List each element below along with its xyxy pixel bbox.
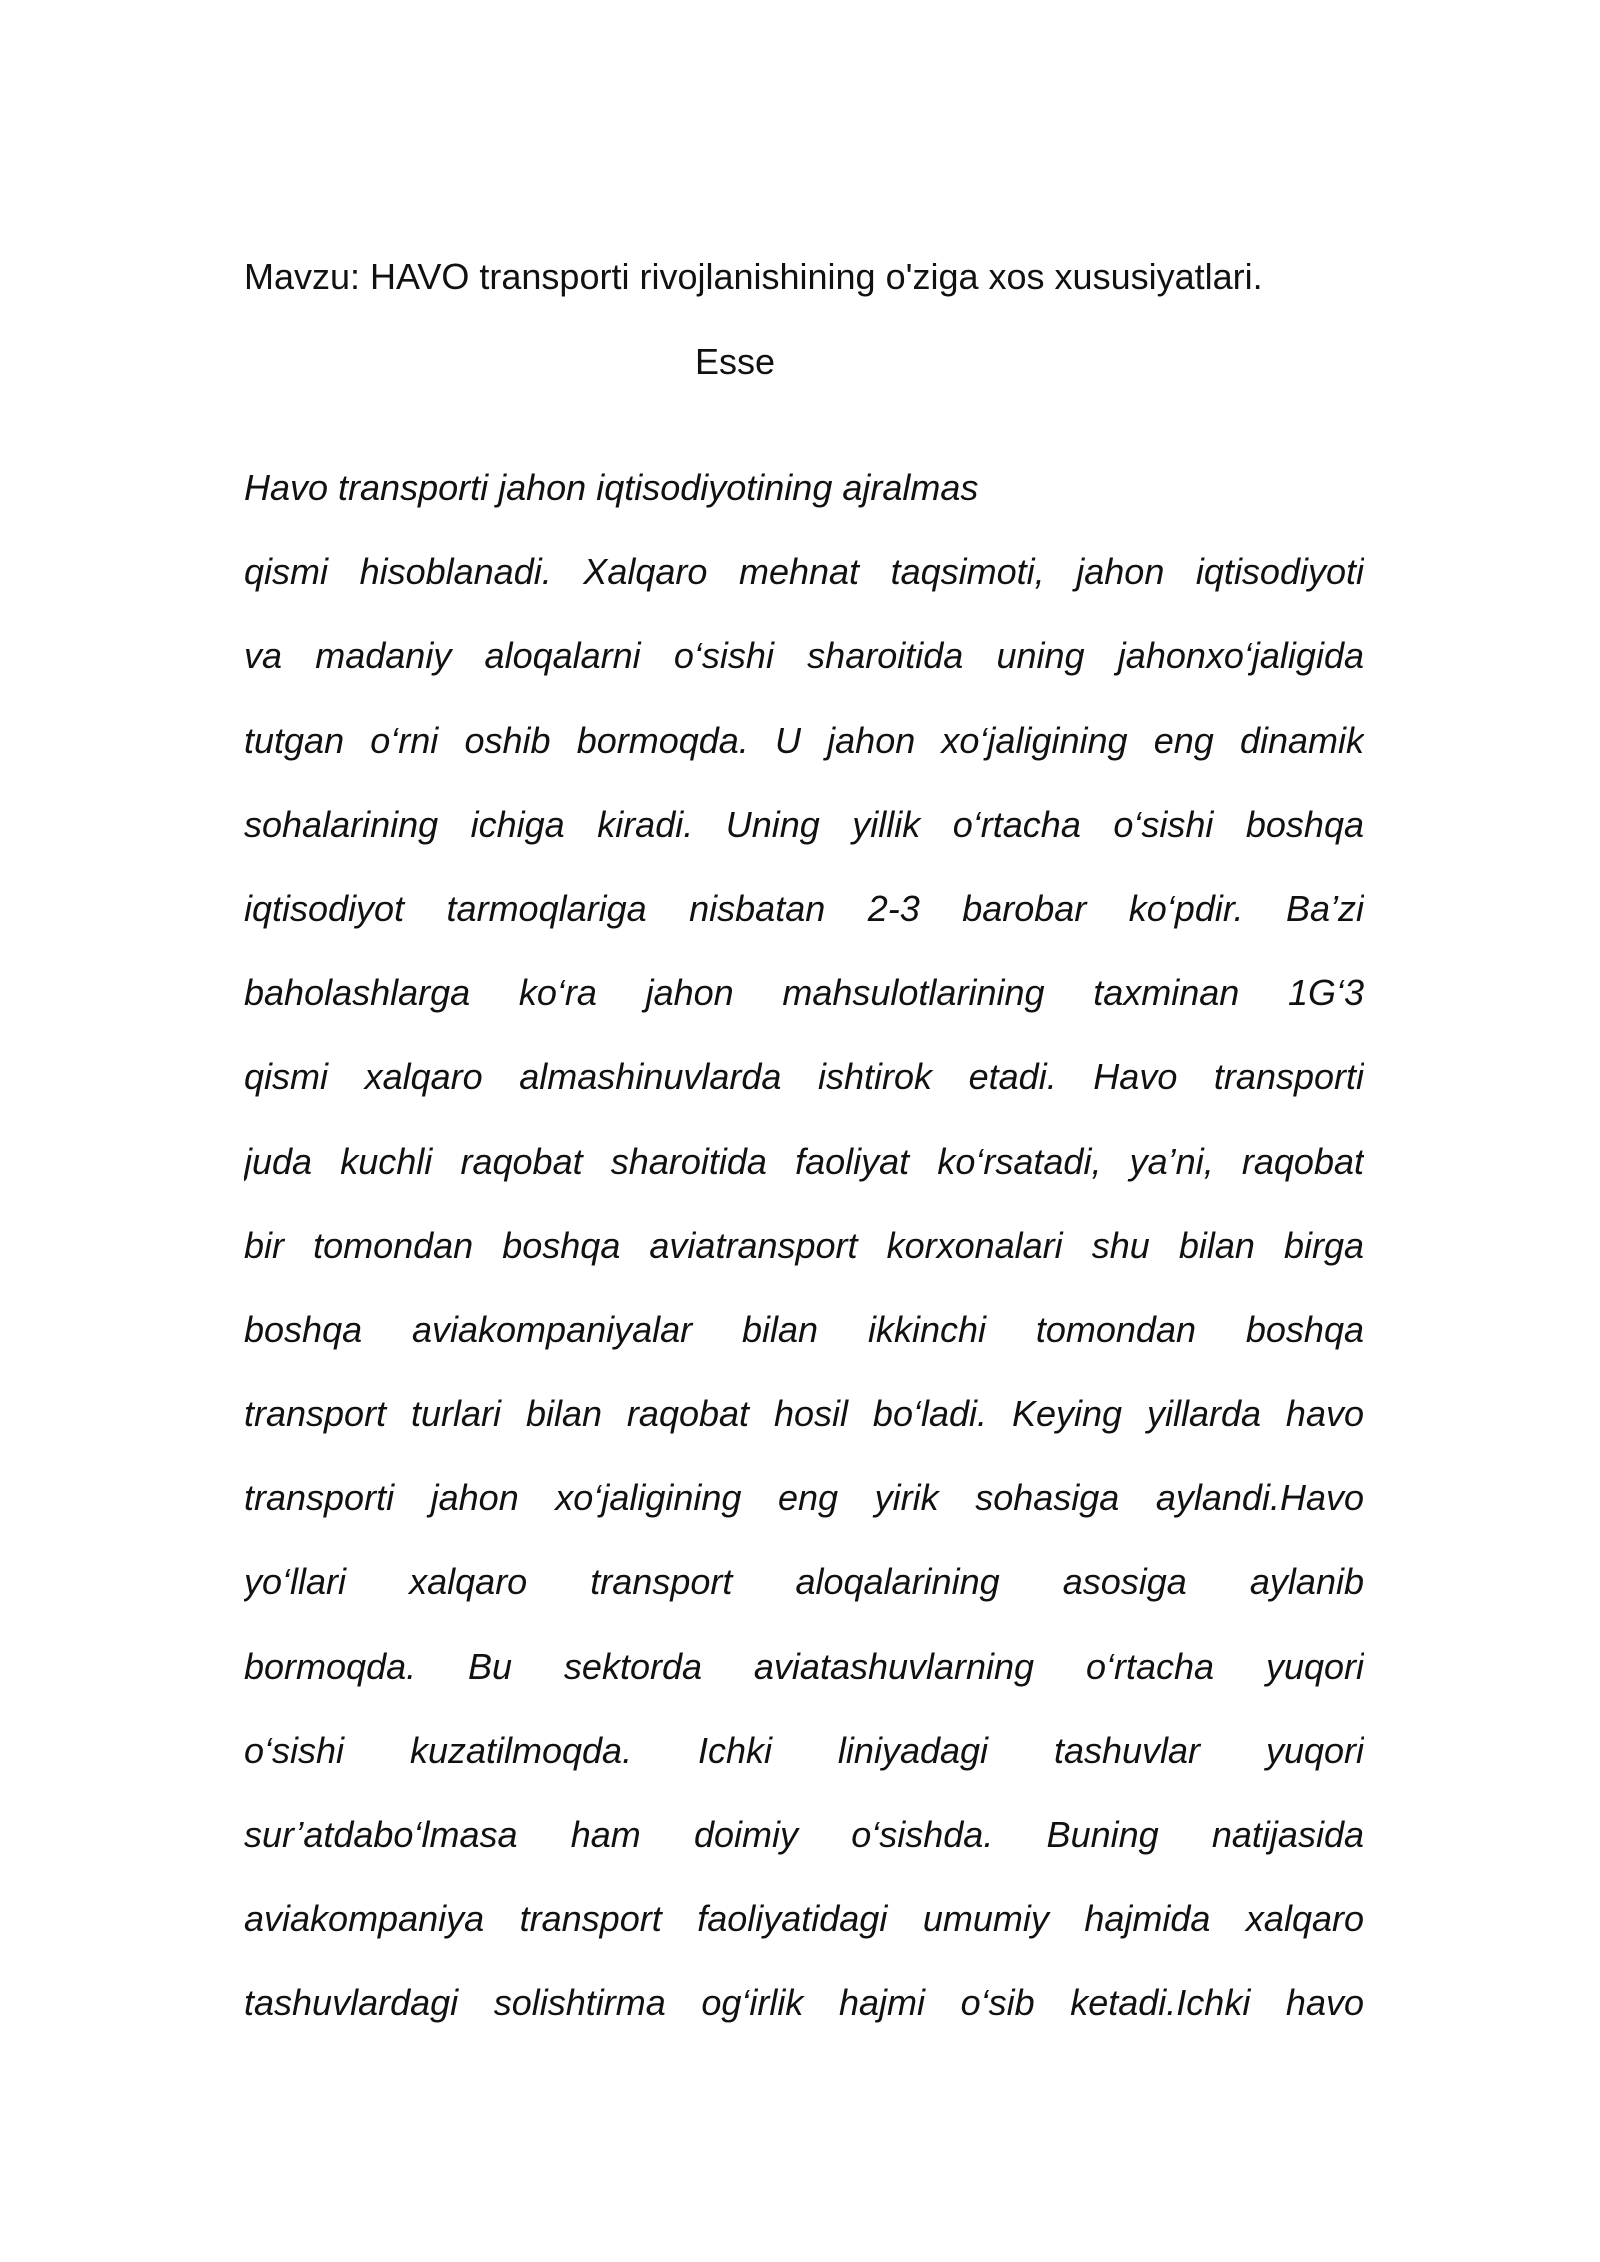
body-line: aviakompaniya transport faoliyatidagi umumiy hajmida xalqaro	[244, 1898, 1364, 1940]
body-line: qismi hisoblanadi. Xalqaro mehnat taqsimoti, jahon iqtisodiyoti	[244, 551, 1364, 593]
essay-subtitle: Esse	[694, 341, 776, 382]
body-line: qismi xalqaro almashinuvlarda ishtirok etadi. Havo transporti	[244, 1056, 1364, 1098]
body-line: bir tomondan boshqa aviatransport korxonalari shu bilan birga	[244, 1224, 1364, 1266]
essay-body	[244, 464, 1364, 2064]
body-line: yo‘llari xalqaro transport aloqalarining asosiga aylanib	[244, 1561, 1364, 1603]
body-line: sohalarining ichiga kiradi. Uning yillik o‘rtacha o‘sishi boshqa	[244, 803, 1364, 845]
body-line: va madaniy aloqalarni o‘sishi sharoitida uning jahonxo‘jaligida	[244, 635, 1364, 677]
body-line: transport turlari bilan raqobat hosil bo‘ladi. Keying yillarda havo	[244, 1393, 1364, 1435]
body-line: tashuvlardagi solishtirma og‘irlik hajmi o‘sib ketadi.Ichki havo	[244, 1982, 1364, 2024]
body-line: bormoqda. Bu sektorda aviatashuvlarning o‘rtacha yuqori	[244, 1645, 1364, 1687]
body-line: juda kuchli raqobat sharoitida faoliyat ko‘rsatadi, ya’ni, raqobat	[244, 1140, 1364, 1182]
body-line: o‘sishi kuzatilmoqda. Ichki liniyadagi tashuvlar yuqori	[244, 1729, 1364, 1771]
body-line: transporti jahon xo‘jaligining eng yirik sohasiga aylandi.Havo	[244, 1477, 1364, 1519]
body-line: boshqa aviakompaniyalar bilan ikkinchi tomondan boshqa	[244, 1308, 1364, 1350]
body-line: baholashlarga ko‘ra jahon mahsulotlarining taxminan 1G‘3	[244, 972, 1364, 1014]
body-line: sur’atdabo‘lmasa ham doimiy o‘sishda. Buning natijasida	[244, 1814, 1364, 1855]
body-line: Havo transporti jahon iqtisodiyotining ajralmas	[244, 467, 979, 508]
body-line: tutgan o‘rni oshib bormoqda. U jahon xo‘jaligining eng dinamik	[244, 719, 1364, 761]
body-line: iqtisodiyot tarmoqlariga nisbatan 2-3 barobar ko‘pdir. Ba’zi	[244, 887, 1364, 929]
essay-title: Mavzu: HAVO transporti rivojlanishining o'ziga xos xususiyatlari.	[244, 256, 1263, 297]
